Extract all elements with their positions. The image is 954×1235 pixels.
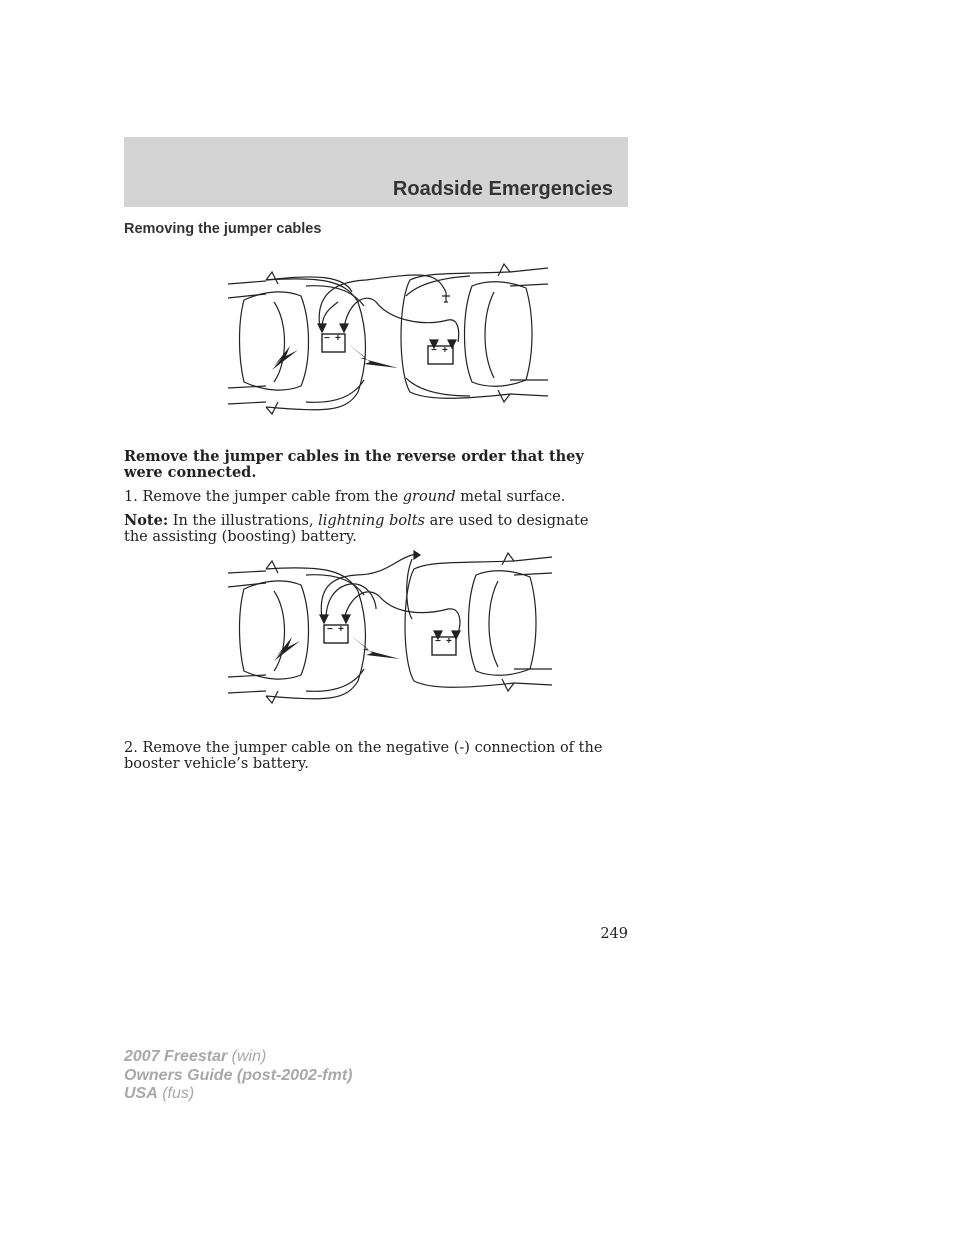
note-text-end: are used to designate the assisting (boosting) battery. — [124, 512, 589, 545]
battery-plus-label: + — [442, 345, 448, 356]
page-number: 249 — [600, 926, 628, 942]
jumper-illustration-2 — [226, 549, 556, 706]
note — [124, 513, 604, 546]
section-heading: Removing the jumper cables — [124, 221, 322, 237]
note-text: In the illustrations, — [168, 512, 319, 529]
battery-plus-label: + — [338, 624, 344, 635]
battery-minus-label: − — [327, 624, 333, 635]
note-emphasis: lightning bolts — [318, 512, 425, 529]
step-1-emphasis: ground — [402, 488, 456, 505]
header-band — [124, 137, 628, 207]
right-car-outline — [401, 264, 548, 402]
step-1 — [124, 489, 604, 506]
warning-text: Remove the jumper cables in the reverse order that they were connected. — [124, 447, 584, 481]
footer-region: USA — [124, 1085, 158, 1102]
left-car-outline — [228, 561, 366, 703]
footer-line-1 — [124, 1048, 352, 1067]
battery-plus-label: + — [446, 636, 452, 647]
jumper-illustration-1 — [226, 262, 550, 418]
battery-plus-label: + — [335, 333, 341, 344]
battery-minus-label: − — [431, 345, 437, 356]
footer — [124, 1048, 352, 1104]
footer-line-2 — [124, 1067, 352, 1086]
battery-minus-label: − — [435, 636, 441, 647]
note-label: Note: — [124, 511, 169, 529]
step-2: 2. Remove the jumper cable on the negative (-) connection of the booster vehicle’s battery. — [124, 739, 603, 772]
right-car-outline — [405, 553, 552, 691]
step-1-text: 1. Remove the jumper cable from the — [124, 488, 403, 505]
footer-model-code: (win) — [227, 1048, 267, 1065]
footer-region-code: (fus) — [157, 1085, 195, 1102]
footer-line-3 — [124, 1085, 352, 1104]
page-title: Roadside Emergencies — [392, 178, 613, 200]
step-1-text-end: metal surface. — [455, 488, 566, 505]
battery-minus-label: − — [324, 333, 330, 344]
footer-model: 2007 Freestar — [124, 1048, 228, 1065]
footer-guide: Owners Guide (post-2002-fmt) — [124, 1066, 353, 1084]
